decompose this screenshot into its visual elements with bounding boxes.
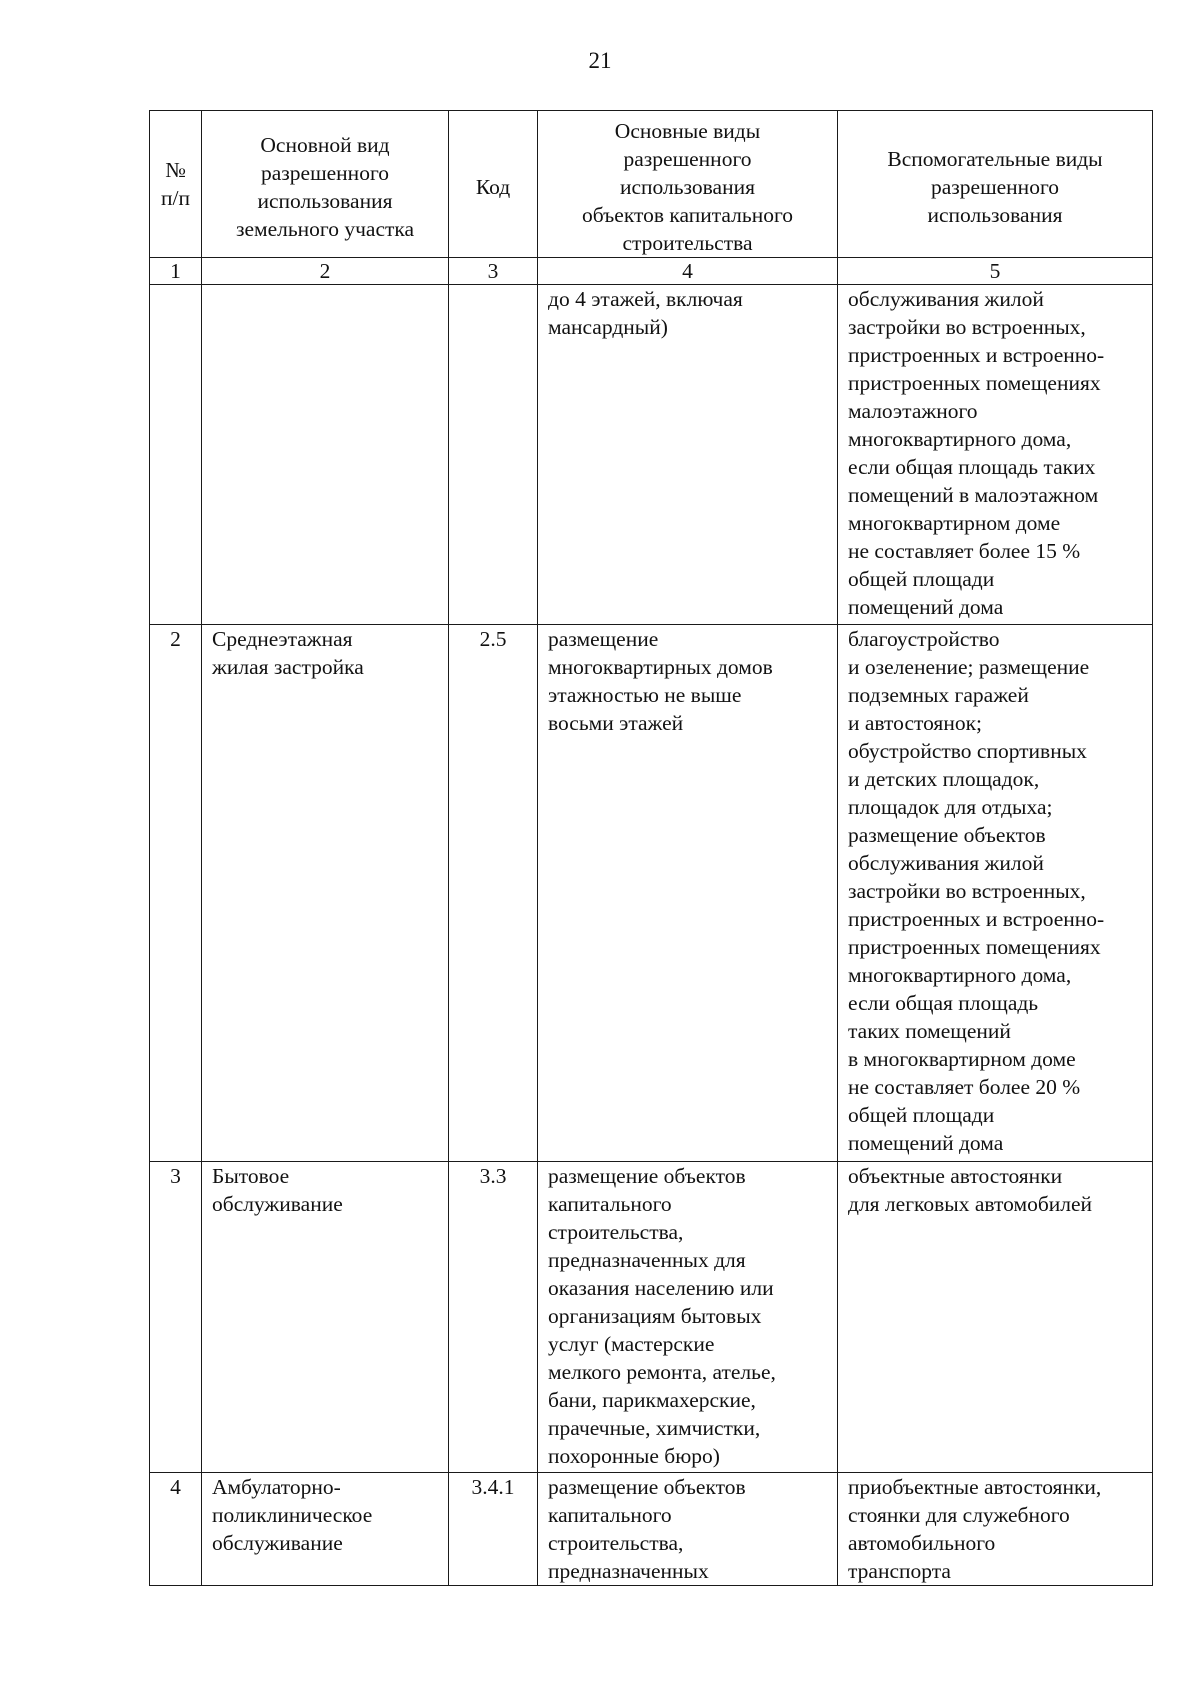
row-land-use: Амбулаторно- поликлиническое обслуживание — [202, 1473, 449, 1586]
table-row — [150, 285, 1153, 625]
row-number: 3 — [150, 1162, 202, 1473]
table-row — [150, 625, 1153, 1162]
row-main-uses: до 4 этажей, включая мансардный) — [538, 285, 838, 625]
column-number: 5 — [838, 258, 1153, 285]
row-land-use — [202, 285, 449, 625]
column-number: 3 — [449, 258, 538, 285]
row-main-uses: размещение многоквартирных домов этажностью не выше восьми этажей — [538, 625, 838, 1162]
row-aux-uses: благоустройство и озеленение; размещение подземных гаражей и автостоянок; обустройство спортивных и детских площадок, площадок для отдыха; размещение объектов обслуживания жилой застройки во встроенных, пристроенных и встроенно- пристроенных помещениях многоквартирного дома, если общая площадь таких помещений в многоквартирном доме не составляет более 20 % общей площади помещений дома — [838, 625, 1153, 1162]
row-main-uses: размещение объектов капитального строительства, предназначенных для оказания населению или организациям бытовых услуг (мастерские мелкого ремонта, ателье, бани, парикмахерские, прачечные, химчистки, похоронные бюро) — [538, 1162, 838, 1473]
column-number: 4 — [538, 258, 838, 285]
page-number: 21 — [588, 48, 612, 73]
row-code — [449, 285, 538, 625]
column-number-row — [150, 258, 1153, 285]
header-main-capital-use: Основные виды разрешенного использования объектов капитального строительства — [538, 111, 838, 258]
header-code: Код — [449, 111, 538, 258]
column-number: 2 — [202, 258, 449, 285]
row-number — [150, 285, 202, 625]
table-row — [150, 1162, 1153, 1473]
header-number: № п/п — [150, 111, 202, 258]
row-aux-uses: объектные автостоянки для легковых автомобилей — [838, 1162, 1153, 1473]
row-number: 2 — [150, 625, 202, 1162]
row-code: 3.3 — [449, 1162, 538, 1473]
row-code: 3.4.1 — [449, 1473, 538, 1586]
table-row — [150, 1473, 1153, 1586]
row-land-use: Бытовое обслуживание — [202, 1162, 449, 1473]
table-header-row — [150, 111, 1153, 258]
row-land-use: Среднеэтажная жилая застройка — [202, 625, 449, 1162]
row-main-uses: размещение объектов капитального строительства, предназначенных — [538, 1473, 838, 1586]
header-main-land-use: Основной вид разрешенного использования земельного участка — [202, 111, 449, 258]
row-aux-uses: приобъектные автостоянки, стоянки для служебного автомобильного транспорта — [838, 1473, 1153, 1586]
header-auxiliary-use: Вспомогательные виды разрешенного использования — [838, 111, 1153, 258]
land-use-table — [149, 110, 1153, 1586]
row-aux-uses: обслуживания жилой застройки во встроенных, пристроенных и встроенно- пристроенных помещениях малоэтажного многоквартирного дома, если общая площадь таких помещений в малоэтажном многоквартирном доме не составляет более 15 % общей площади помещений дома — [838, 285, 1153, 625]
row-number: 4 — [150, 1473, 202, 1586]
column-number: 1 — [150, 258, 202, 285]
row-code: 2.5 — [449, 625, 538, 1162]
